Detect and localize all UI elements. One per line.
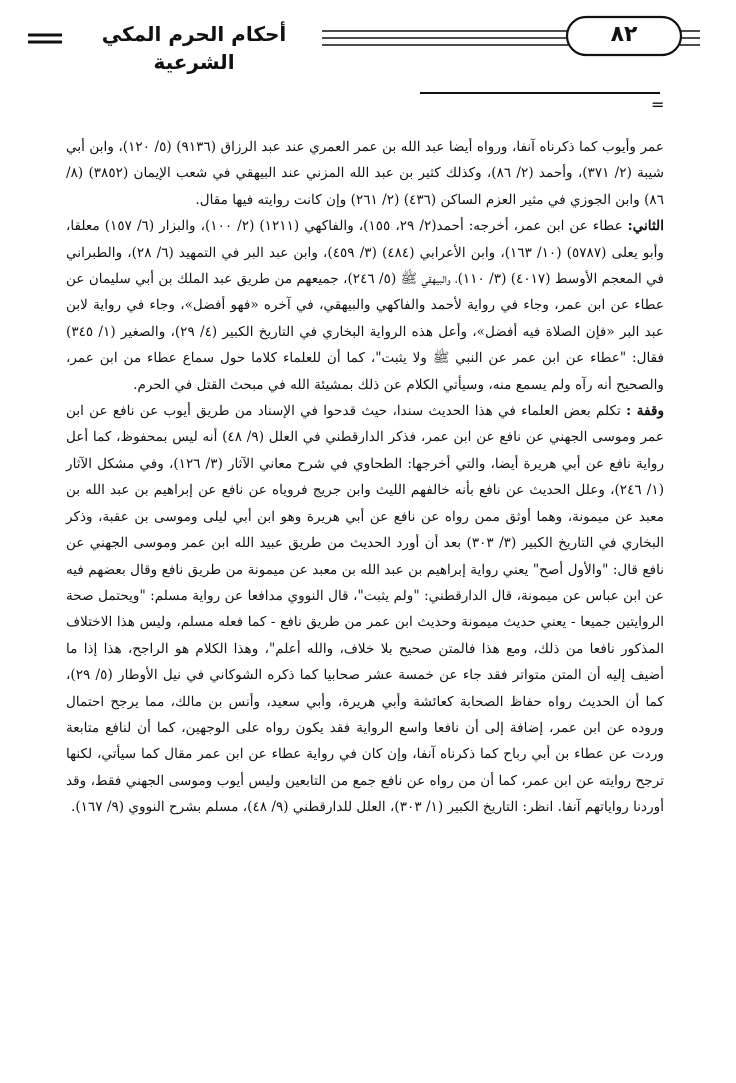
- page-number: ٨٢: [610, 22, 638, 47]
- paragraph-label: وقفة :: [626, 403, 665, 420]
- footnote-body: [66, 134, 664, 821]
- page-header: [0, 14, 736, 74]
- paragraph-text: تكلم بعض العلماء في هذا الحديث سندا، حيث قدحوا في الإسناد من طريق أيوب عن نافع عن ابن عمر وموسى الجهني عن نافع عن ابن عمر، فذكر الدارقطني في العلل (٩/ ٤٨) أنه ليس بمحفوظ، كما أعل رواية نافع عن أبي هريرة أيضا، والتي أخرجها: الطحاوي في شرح معاني الآثار (٣/ ١٢٦)، وفي مشكل الآثار (١/ ٢٤٦)، وعلل الحديث عن نافع بأنه خالفهم الليث وابن جريج فروياه عن نافع عن إبراهيم بن عبد الله بن معبد عن ميمونة، وهما أوثق ممن رواه عن نافع عن أبي هريرة وهو ابن أبي ليلى وموسى بن عقبة، وذكر البخاري في التاريخ الكبير (٣/ ٣٠٣) بعد أن أورد الحديث من طريق عبيد الله ابن عمر وموسى الجهني عن نافع قال: "والأول أصح" يعني رواية إبراهيم بن عبد الله بن معبد عن ميمونة من طريق نافع وقال بعضهم فيه عن ابن عباس عن ميمونة، قال الدارقطني: "ولم يثبت"، قال النووي مدافعا عن رواية مسلم: "ويحتمل صحة الروايتين جميعا - يعني حديث ميمونة وحديث ابن عمر من طريق نافع - كما فعله مسلم، وليس هذا الاختلاف المذكور نافعا من ذلك، ومع هذا فالمتن صحيح بلا خلاف، والله أعلم"، وهذا الكلام هو الراجح، هذا إذا ما أضيف إليه أن المتن متواتر فقد جاء عن خمسة عشر صحابيا كما ذكره الشوكاني في نيل الأوطار (٥/ ٢٩)، كما أن الحديث رواه حفاظ الصحابة كعائشة وأبي هريرة، وأبي سعيد، وأنس بن مالك، مما يرجح احتمال وروده عن ابن عمر، إضافة إلى أن نافعا واسع الرواية فقد يكون رواه على الوجهين، كما أن لنافع متابعة وردت عن عطاء بن أبي رباح كما ذكرناه آنفا، وإن كان في رواية عطاء عن ابن عمر مقال كما سيأتي، لكنها ترجح روايته عن ابن عمر، كما أن من رواه عن نافع جمع من التابعين وليس أيوب وموسى الجهني فقط، وقد أوردنا رواياتهم آنفا. انظر: التاريخ الكبير (١/ ٣٠٣)، العلل للدارقطني (٩/ ٤٨)، مسلم بشرح النووي (٩/ ١٦٧).: [66, 403, 665, 816]
- paragraph-label: الثاني:: [627, 218, 664, 235]
- continuation-mark: =: [651, 95, 665, 114]
- footnote-divider: [420, 92, 660, 94]
- paragraph-text: عطاء عن ابن عمر، أخرجه: أحمد(٢/ ٢٩، ١٥٥)، والفاكهي (١٢١١) (٢/ ١٠٠)، والبزار (٦/ ١٥٧) معلقا، وأبو يعلى (٥٧٨٧) (١٠/ ١٦٣)، وابن الأعرابي (٤٨٤) (٣/ ٤٥٩)، وابن عبد البر في التمهيد (٦/ ٢٨)، والطبراني في المعجم الأوسط (٤٠١٧) (٣/ ١١٠)، والبيهقي ﷺ (٥/ ٢٤٦)، جميعهم من طريق عبد الملك بن أبي سليمان عن عطاء عن ابن عمر، وجاء في رواية لأحمد والفاكهي والبيهقي، في آخره «فهو أفضل»، وجاء في رواية لابن عبد البر «فإن الصلاة فيه أفضل»، وأعل هذه الرواية البخاري في التاريخ الكبير (٤/ ٢٩)، والصغير (١/ ٣٤٥) فقال: "عطاء عن ابن عمر عن النبي ﷺ ولا يثبت"، كما أن للعلماء كلاما حول سماع عطاء من ابن عمر، والصحيح أنه رآه ولم يسمع منه، وسيأتي الكلام عن ذلك بمشيئة الله في مبحث القتل في الحرم.: [66, 218, 665, 393]
- paragraph-text: عمر وأيوب كما ذكرناه آنفا، ورواه أيضا عبد الله بن عمر العمري عند عبد الرزاق (٩١٣٦) (٥/ ١٢٠)، وابن أبي شيبة (٢/ ٣٧١)، وأحمد (٢/ ٨٦)، وكذلك كثير بن عبد الله المزني عند البيهقي في شعب الإيمان (٣٨٥٢) (٨/ ٨٦) وابن الجوزي في مثير العزم الساكن (٤٣٦) (٢/ ٢٦١) وإن كانت روايته فيها مقال.: [66, 139, 664, 208]
- paragraph-pause-note: [66, 398, 664, 821]
- paragraph-second-narration: [66, 213, 664, 398]
- page-title: أحكام الحرم المكي الشرعية: [101, 22, 287, 74]
- paragraph-continuation: [66, 134, 664, 213]
